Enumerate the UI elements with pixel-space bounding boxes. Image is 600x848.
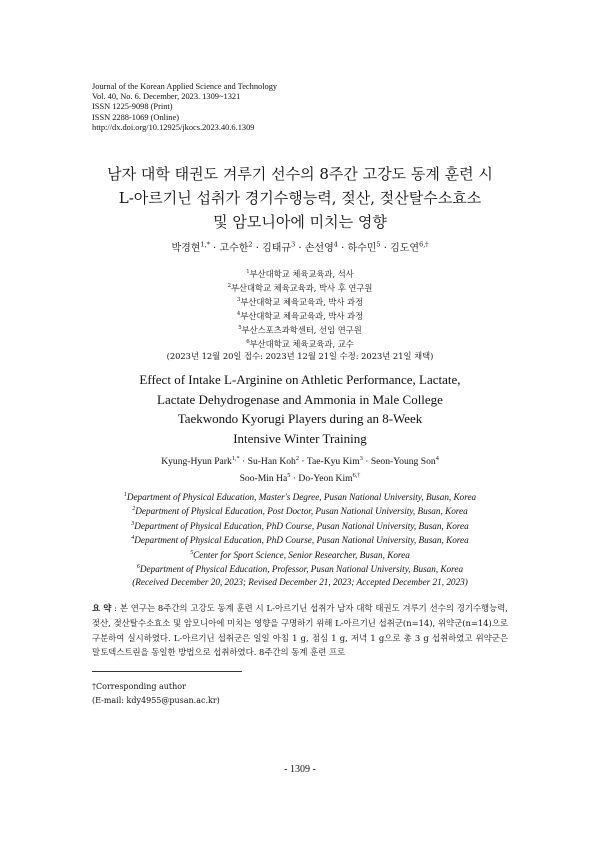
english-affiliation	[60, 532, 540, 546]
author-separator: ·	[298, 456, 307, 468]
english-affiliation-text: Department of Physical Education, Master's Degree, Pusan National University, Busan, Korea	[126, 492, 477, 503]
english-title-line: Effect of Intake L-Arginine on Athletic Performance, Lactate,	[139, 372, 461, 387]
author-separator: ·	[239, 456, 248, 468]
english-affiliation-mark: 2	[132, 506, 136, 513]
korean-affiliation-mark: 2	[227, 283, 231, 290]
journal-name: Journal of the Korean Applied Science and Technology	[92, 82, 278, 91]
english-author-name: Kyung-Hyun Park	[161, 456, 232, 468]
korean-affiliation-mark: 4	[236, 311, 241, 318]
korean-affiliation-mark: 5	[238, 325, 242, 332]
english-affiliation-text: Department of Physical Education, PhD Course, Pusan National University, Busan, Korea	[134, 535, 469, 546]
korean-author-affiliation-mark: 3	[291, 240, 296, 249]
korean-author-affiliation-mark: 6,†	[419, 240, 429, 249]
english-author-name: Seon-Young Son	[370, 456, 436, 468]
korean-title	[60, 162, 540, 234]
korean-affiliation	[60, 294, 540, 308]
korean-affiliation-mark: 6	[246, 339, 250, 346]
english-authors	[60, 452, 540, 485]
korean-affiliation-mark: 3	[236, 297, 241, 304]
english-author-affiliation-mark: 6,†	[352, 471, 361, 479]
english-title-line: Lactate Dehydrogenase and Ammonia in Male College	[157, 391, 443, 407]
abstract: 요 약 : 본 연구는 8주간의 고강도 동계 훈련 시 L-아르기닌 섭취가 남자 대학 태권도 겨루기 선수의 경기수행능력, 젖산, 젖산탈수소효소 및 암모니아에 미치는 영향을 구명하기 위해 L-아르기닌 섭취군(n=14), 위약군(n=14)으로 구분하여 실시하였다. L-아르기닌 섭취군은 일일 아침 1 g, 점심 1 g, 저녁 1 g으로 총 3 g 섭취하였고 위약군은 말토덱스트린을 동일한 방법으로 섭취하였다. 8주간의 동계 훈련 프로	[92, 603, 508, 658]
issn-online: ISSN 2288-1069 (Online)	[92, 112, 180, 122]
footnote-divider	[92, 671, 242, 672]
korean-author-name: 고수한	[219, 243, 249, 254]
english-title-line: Intensive Winter Training	[233, 430, 367, 446]
english-author-affiliation-mark: 5	[287, 471, 291, 479]
doi-link[interactable]: http://dx.doi.org/10.12925/jkocs.2023.40.6.1309	[92, 122, 255, 132]
english-author-name: Soo-Min Ha	[239, 472, 288, 484]
korean-author-name: 하수민	[347, 243, 377, 254]
english-affiliation-mark: 3	[131, 520, 135, 527]
author-separator: ·	[362, 456, 371, 468]
page-number: - 1309 -	[284, 764, 316, 775]
korean-affiliation	[60, 336, 540, 350]
english-affiliation	[60, 489, 540, 503]
english-affiliation-text: Department of Physical Education, Professor, Pusan National University, Busan, Korea	[139, 564, 464, 575]
korean-author-affiliation-mark: 4	[333, 240, 338, 249]
english-affiliation-mark: 1	[123, 492, 127, 498]
korean-authors	[60, 239, 540, 254]
abstract-label: 요 약	[92, 603, 112, 613]
english-author-name: Su-Han Koh	[247, 456, 296, 468]
english-affiliation	[60, 518, 540, 532]
journal-volume: Vol. 40, No. 6. December, 2023. 1309~1321	[92, 92, 241, 102]
korean-affiliation-text: 부산대학교 체육교육과, 박사 후 연구원	[230, 282, 373, 293]
korean-affiliation-text: 부산스포츠과학센터, 선임 연구원	[241, 325, 362, 336]
author-separator: ·	[295, 243, 305, 254]
english-author-name: Do-Yeon Kim	[298, 472, 353, 484]
korean-affiliation	[60, 308, 540, 322]
english-affiliation	[60, 503, 540, 517]
english-received-dates: (Received December 20, 2023; Revised December 21, 2023; Accepted December 21, 2023)	[132, 576, 468, 587]
korean-affiliations	[60, 266, 540, 363]
korean-author-name: 손선영	[304, 243, 334, 254]
korean-author-name: 김태규	[262, 243, 292, 254]
english-affiliation-mark: 5	[190, 549, 194, 556]
korean-author-affiliation-mark: 2	[248, 240, 253, 249]
corresponding-author: †Corresponding author	[92, 682, 186, 691]
korean-title-line: L-아르기닌 섭취가 경기수행능력, 젖산, 젖산탈수소효소	[118, 189, 482, 207]
english-authors-line	[60, 469, 540, 486]
english-author-name: Tae-Kyu Kim	[306, 456, 360, 468]
korean-affiliation	[60, 280, 540, 294]
english-affiliation	[60, 561, 540, 575]
english-affiliation-mark: 6	[136, 564, 140, 571]
corresponding-email: (E-mail: kdy4955@pusan.ac.kr)	[92, 696, 220, 705]
korean-author-affiliation-mark: 5	[376, 240, 381, 249]
english-author-affiliation-mark: 2	[295, 455, 299, 462]
english-affiliation-text: Department of Physical Education, Post Doctor, Pusan National University, Busan, Korea	[135, 506, 468, 517]
korean-title-line: 및 암모니아에 미치는 영향	[213, 213, 387, 231]
issn-print: ISSN 1225-9098 (Print)	[92, 102, 173, 112]
korean-affiliation-text: 부산대학교 체육교육과, 박사 과정	[240, 296, 364, 307]
english-affiliations	[60, 489, 540, 588]
english-affiliation	[60, 547, 540, 561]
korean-affiliation-text: 부산대학교 체육교육과, 박사 과정	[240, 310, 364, 321]
english-title	[60, 370, 540, 448]
korean-author-name: 박경현	[171, 243, 201, 254]
english-author-affiliation-mark: 1,*	[231, 455, 240, 462]
english-affiliation-text: Department of Physical Education, PhD Course, Pusan National University, Busan, Korea	[134, 521, 469, 531]
english-author-affiliation-mark: 4	[435, 455, 439, 462]
abstract-text: 본 연구는 8주간의 고강도 동계 훈련 시 L-아르기닌 섭취가 남자 대학 태권도 겨루기 선수의 경기수행능력, 젖산, 젖산탈수소효소 및 암모니아에 미치는 영향을 구명하기 위해 L-아르기닌 섭취군(n=14), 위약군(n=14)으로 구분하여 실시하였다. L-아르기닌 섭취군은 일일 아침 1 g, 점심 1 g, 저녁 1 g으로 총 3 g 섭취하였고 위약군은 말토덱스트린을 동일한 방법으로 섭취하였다. 8주간의 동계 훈련 프로	[92, 603, 508, 658]
author-separator: ·	[337, 243, 348, 254]
korean-affiliation	[60, 322, 540, 336]
korean-affiliation	[60, 266, 540, 280]
author-separator: ·	[290, 472, 299, 484]
korean-title-line: 남자 대학 태권도 겨루기 선수의 8주간 고강도 동계 훈련 시	[107, 165, 493, 183]
author-separator: ·	[209, 243, 220, 254]
english-title-line: Taekwondo Kyorugi Players during an 8-Week	[177, 411, 423, 426]
korean-author-affiliation-mark: 1,*	[200, 240, 210, 249]
korean-received-dates: (2023년 12월 20일 접수: 2023년 12월 21일 수정: 2023년 21일 채택)	[166, 351, 434, 362]
author-separator: ·	[252, 243, 263, 254]
english-author-affiliation-mark: 3	[359, 455, 363, 462]
korean-affiliation-text: 부산대학교 체육교육과, 교수	[249, 339, 354, 350]
english-affiliation-text: Center for Sport Science, Senior Researcher, Busan, Korea	[193, 549, 410, 560]
english-authors-line	[60, 452, 540, 469]
english-affiliation-mark: 4	[131, 535, 135, 542]
korean-affiliation-mark: 1	[246, 269, 250, 275]
korean-author-name: 김도연	[390, 243, 420, 254]
footnote	[92, 680, 220, 708]
journal-info	[92, 82, 277, 133]
author-separator: ·	[380, 243, 391, 254]
korean-affiliation-text: 부산대학교 체육교육과, 석사	[249, 268, 354, 279]
